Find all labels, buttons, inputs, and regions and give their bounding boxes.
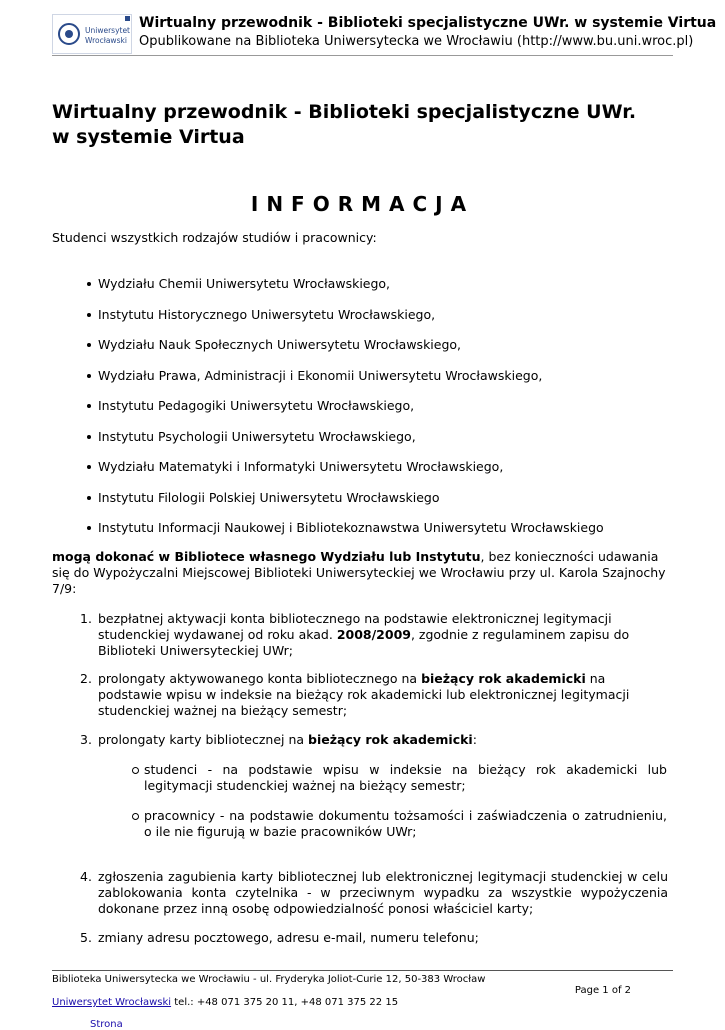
- page-title: [52, 100, 692, 150]
- item-text: , zgodnie z regulaminem zapisu do Biblioteki Uniwersyteckiej UWr;: [98, 627, 630, 658]
- logo-line-1: Uniwersytet: [85, 26, 130, 35]
- footer-contact: [52, 997, 398, 1008]
- section-heading: INFORMACJA: [250, 192, 475, 216]
- item-text: prolongaty karty bibliotecznej na: [98, 732, 309, 747]
- faculty-list: [98, 276, 604, 551]
- footer-phones: tel.: +48 071 375 20 11, +48 071 375 22 15: [171, 997, 399, 1008]
- footer-address: Biblioteka Uniwersytecka we Wrocławiu - ul. Fryderyka Joliot-Curie 12, 50-383 Wrocław: [52, 974, 486, 985]
- list-item: Instytutu Filologii Polskiej Uniwersytetu Wrocławskiego: [98, 490, 604, 521]
- item-text: na podstawie wpisu w indeksie na bieżący rok akademicki lub elektronicznej legitymacji studenckiej ważnej na bieżący semestr;: [98, 671, 630, 718]
- page-title-line-2: w systemie Virtua: [52, 126, 245, 148]
- sub-item-employees: pracownicy - na podstawie dokumentu tożsamości i zaświadczenia o zatrudnieniu, o ile nie figurują w bazie pracowników UWr;: [144, 808, 667, 839]
- numbered-item-3: [80, 732, 668, 748]
- intro-text: Studenci wszystkich rodzajów studiów i pracownicy:: [52, 230, 377, 245]
- numbered-item-1: [80, 611, 668, 659]
- item-text: zgłoszenia zagubienia karty bibliotecznej lub elektronicznej legitymacji studenckiej w celu zablokowania konta czytelnika - w przeciwnym wypadku za wszystkie wypożyczenia dokonane przez inną osobę odpowiedzialność ponosi właściciel karty;: [98, 869, 668, 916]
- item-text: prolongaty aktywowanego konta bibliotecznego na: [98, 671, 422, 686]
- university-logo[interactable]: [52, 14, 132, 54]
- item-text: bezpłatnej aktywacji konta bibliotecznego na podstawie elektronicznej legitymacji studenckiej wydawanej od roku akad.: [98, 611, 612, 642]
- list-item: Instytutu Informacji Naukowej i Bibliotekoznawstwa Uniwersytetu Wrocławskiego: [98, 520, 604, 551]
- page-number: Page 1 of 2: [574, 985, 631, 996]
- university-seal-icon: [58, 23, 80, 45]
- list-item: Instytutu Pedagogiki Uniwersytetu Wrocławskiego,: [98, 398, 604, 429]
- item-number: 1.: [80, 611, 92, 626]
- logo-corner-mark: [125, 16, 130, 21]
- item-number: 3.: [80, 732, 92, 747]
- item-bold: bieżący rok akademicki: [308, 732, 473, 747]
- page-header: [52, 14, 717, 56]
- numbered-item-5: [80, 930, 668, 946]
- logo-line-2: Wrocławski: [85, 36, 127, 45]
- list-item: Wydziału Matematyki i Informatyki Uniwersytetu Wrocławskiego,: [98, 459, 604, 490]
- page-footer: [52, 970, 673, 1030]
- paragraph-bold: mogą dokonać w Bibliotece własnego Wydziału lub Instytutu: [52, 549, 481, 564]
- university-link[interactable]: Uniwersytet Wrocławski: [52, 997, 172, 1008]
- item-number: 2.: [80, 671, 92, 686]
- numbered-item-4: [80, 869, 668, 917]
- sub-item-students: studenci - na podstawie wpisu w indeksie na bieżący rok akademicki lub legitymacji studenckiej ważnej na bieżący semestr;: [144, 762, 667, 793]
- list-item: Wydziału Chemii Uniwersytetu Wrocławskiego,: [98, 276, 604, 307]
- item-number: 5.: [80, 930, 92, 945]
- paragraph-rest: , bez konieczności udawania się do Wypożyczalni Miejscowej Biblioteki Uniwersyteckiej we Wrocławiu przy ul. Karola Szajnochy 7/9:: [52, 549, 666, 596]
- footer-cut-link[interactable]: Strona: [90, 1019, 123, 1030]
- list-item: Wydziału Prawa, Administracji i Ekonomii Uniwersytetu Wrocławskiego,: [98, 368, 604, 399]
- list-item: Wydziału Nauk Społecznych Uniwersytetu Wrocławskiego,: [98, 337, 604, 368]
- page-title-line-1: Wirtualny przewodnik - Biblioteki specjalistyczne UWr.: [52, 101, 637, 123]
- item-bold: 2008/2009: [336, 627, 411, 642]
- header-subtitle: Opublikowane na Biblioteka Uniwersytecka we Wrocławiu (http://www.bu.uni.wroc.pl): [139, 34, 694, 49]
- list-item: Instytutu Historycznego Uniwersytetu Wrocławskiego,: [98, 307, 604, 338]
- item-text: :: [472, 732, 477, 747]
- item-number: 4.: [80, 869, 92, 884]
- list-item: Instytutu Psychologii Uniwersytetu Wrocławskiego,: [98, 429, 604, 460]
- item-bold: bieżący rok akademicki: [421, 671, 586, 686]
- item-text: zmiany adresu pocztowego, adresu e-mail, numeru telefonu;: [98, 930, 479, 945]
- services-paragraph: [52, 549, 677, 597]
- header-title: Wirtualny przewodnik - Biblioteki specjalistyczne UWr. w systemie Virtua: [139, 15, 717, 31]
- numbered-item-2: [80, 671, 668, 719]
